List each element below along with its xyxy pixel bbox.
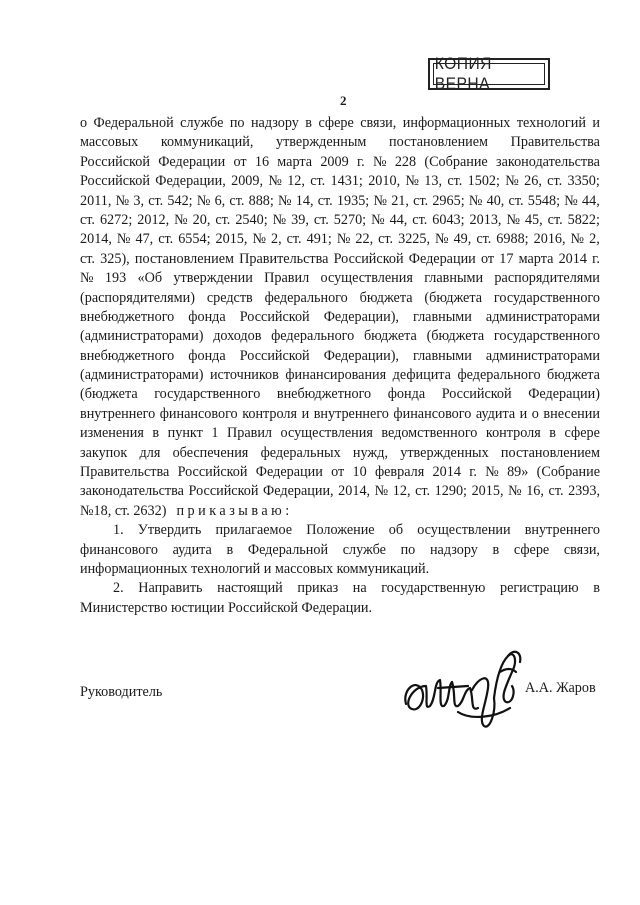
word: сфере	[564, 425, 600, 442]
paragraph1-line	[80, 289, 600, 308]
word: №	[405, 173, 419, 190]
word: Правительства	[80, 464, 170, 481]
word: Федерации),	[323, 308, 399, 325]
copy-certified-stamp	[428, 54, 550, 93]
word: ст.	[80, 211, 95, 228]
word: февраля	[374, 464, 425, 481]
word: финансового	[159, 405, 238, 422]
word: для	[139, 444, 161, 461]
signer-name: А.А. Жаров	[525, 680, 596, 696]
word: 2013,	[469, 211, 502, 228]
word: 16,	[526, 483, 544, 500]
word: ст.	[148, 192, 164, 209]
word: №	[252, 231, 266, 248]
word: 6988;	[496, 231, 529, 248]
word: ст.	[508, 192, 524, 209]
word: 2.	[113, 580, 124, 597]
word: федеральных	[260, 444, 341, 461]
word: 6554;	[178, 231, 211, 248]
word: 1431;	[330, 173, 363, 190]
word: Российской	[441, 386, 512, 403]
paragraph1-line	[80, 463, 600, 482]
word: 12,	[287, 173, 305, 190]
word: в	[492, 541, 500, 558]
word: №	[506, 211, 520, 228]
word: Российской	[239, 308, 310, 325]
word: изменения	[80, 425, 144, 442]
word: о	[80, 115, 88, 131]
word: 1502;	[467, 173, 500, 190]
word: №	[468, 192, 483, 209]
word: 2014	[558, 250, 587, 267]
word: 2014,	[338, 483, 371, 500]
word: об	[388, 522, 404, 539]
paragraph1-line	[80, 385, 600, 404]
word: службе	[180, 115, 224, 131]
word: источников	[209, 367, 279, 384]
paragraph1-line	[80, 327, 600, 346]
word: 17	[499, 250, 514, 267]
word: 6,	[214, 192, 226, 209]
word: осуществления	[280, 425, 373, 442]
word: Правительства	[239, 250, 329, 267]
word: 5548;	[527, 192, 561, 209]
word: №	[80, 270, 94, 287]
word: Федерации),	[323, 347, 399, 364]
word: Правительства	[510, 134, 600, 151]
word: фонда	[188, 347, 226, 364]
word: 2,	[270, 231, 282, 248]
item1-last-line	[80, 560, 600, 579]
word: №	[278, 192, 292, 209]
word: 2014,	[80, 231, 112, 248]
word: 6272;	[99, 211, 133, 228]
word: ст.	[413, 192, 429, 209]
word: №	[435, 231, 449, 248]
word: №	[564, 192, 578, 209]
word: ст.	[310, 173, 326, 190]
word: ст.	[80, 250, 95, 267]
word: 20,	[192, 211, 211, 228]
word: 12,	[392, 483, 411, 500]
word: г.	[592, 250, 600, 267]
word: №	[485, 464, 499, 481]
word: 16	[254, 153, 270, 170]
word: 89»	[507, 464, 529, 481]
word: сфере	[318, 115, 354, 131]
word: №	[373, 153, 387, 170]
word: ст.	[215, 211, 231, 228]
word: в	[152, 425, 160, 442]
word: 3,	[133, 192, 144, 209]
word: №	[268, 173, 282, 190]
word: внутреннего	[524, 522, 600, 539]
word: прилагаемое	[215, 522, 293, 539]
word: и	[301, 405, 310, 422]
word: 49,	[453, 231, 472, 248]
paragraph1-line	[80, 444, 600, 463]
word: финансирования	[285, 367, 387, 384]
order-line-text: №18, ст. 2632)	[80, 502, 167, 519]
word: 2011,	[80, 192, 112, 209]
word: Федеральной	[247, 541, 329, 558]
word: Российской	[333, 250, 404, 267]
word: Направить	[138, 580, 203, 597]
word: регистрацию	[499, 580, 579, 597]
word: №	[116, 231, 131, 248]
word: сфере	[513, 541, 550, 558]
word: 6043;	[432, 211, 465, 228]
item1-line	[80, 541, 600, 560]
word: федерального	[264, 289, 348, 306]
paragraph1-line	[80, 424, 600, 443]
word: внебюджетного	[80, 347, 175, 364]
handwritten-signature	[398, 642, 538, 737]
word: 325),	[100, 250, 130, 267]
word: внутреннего	[313, 405, 389, 422]
word: (Собрание	[424, 153, 488, 170]
word: и	[592, 115, 600, 131]
word: ст.	[158, 231, 174, 248]
word: по	[229, 115, 245, 131]
word: главными	[424, 270, 484, 287]
word: средств	[206, 289, 253, 306]
word: бюджета	[363, 328, 417, 345]
word: Российской	[80, 153, 150, 170]
word: 2009,	[231, 173, 264, 190]
word: ст.	[547, 211, 563, 228]
word: надзору	[429, 541, 478, 558]
word: аудита	[172, 541, 212, 558]
word: Российской	[188, 483, 259, 500]
word: 22,	[355, 231, 374, 248]
word: 10	[352, 464, 367, 481]
word: №	[336, 231, 351, 248]
order-line	[80, 502, 600, 521]
word: обеспечения	[172, 444, 249, 461]
word: государственного	[493, 289, 600, 306]
word: 2015,	[215, 231, 248, 248]
word: 542;	[167, 192, 193, 209]
paragraph1-line	[80, 114, 600, 133]
word: приказ	[297, 580, 339, 597]
word: 228	[394, 153, 417, 170]
word: 2009	[320, 153, 349, 170]
word: (бюджета	[80, 386, 138, 403]
word: ст.	[447, 173, 463, 190]
word: 2010,	[368, 173, 401, 190]
paragraph1-line	[80, 308, 600, 327]
word: Утвердить	[137, 522, 202, 539]
word: г.	[469, 464, 477, 481]
word: 2012,	[137, 211, 170, 228]
order-word: приказываю:	[176, 502, 293, 519]
word: ст.	[378, 231, 394, 248]
word: №	[174, 211, 188, 228]
word: бюджета	[547, 367, 600, 384]
paragraph1-line	[80, 366, 600, 385]
word: 39,	[291, 211, 309, 228]
word: 2965;	[432, 192, 465, 209]
word: в	[549, 425, 556, 442]
word: постановлением	[500, 444, 600, 461]
word: (распорядителями)	[80, 289, 195, 306]
word: фонда	[387, 386, 426, 403]
paragraph-item-1	[80, 521, 600, 560]
word: коммуникаций,	[160, 134, 254, 151]
item2-line	[80, 579, 600, 598]
word: и	[519, 405, 528, 422]
word: от	[233, 153, 247, 170]
word: №	[508, 483, 522, 500]
word: нужд,	[352, 444, 388, 461]
item1-last-text: информационных технологий и массовых коммуникаций.	[80, 560, 430, 577]
word: государственного	[493, 328, 600, 345]
word: 3225,	[398, 231, 431, 248]
signer-title: Руководитель	[80, 684, 163, 700]
paragraph1-line	[80, 250, 600, 269]
word: 13,	[424, 173, 443, 190]
word: по	[400, 541, 416, 558]
word: 40,	[486, 192, 505, 209]
word: администраторами	[485, 308, 600, 325]
word: 3350;	[567, 173, 600, 190]
item1-line	[80, 521, 600, 540]
word: фонда	[188, 308, 226, 325]
word: №	[272, 211, 287, 228]
word: 2016,	[533, 231, 566, 248]
word: финансового	[80, 541, 158, 558]
page-number: 2	[340, 93, 347, 108]
word: дефицита	[392, 367, 451, 384]
word: государственную	[381, 580, 486, 597]
word: 2014	[432, 464, 461, 481]
word: пункт	[167, 425, 203, 442]
document-body	[80, 114, 600, 618]
word: федерального	[271, 328, 355, 345]
word: Положение	[306, 522, 375, 539]
word: утвержденных	[400, 444, 489, 461]
word: №	[115, 192, 130, 209]
item2-last-line	[80, 599, 600, 618]
word: доходов	[213, 328, 262, 345]
word: аудита	[475, 405, 516, 422]
word: осуществлении	[417, 522, 511, 539]
word: «Об	[137, 270, 163, 287]
word: (бюджета	[426, 328, 485, 345]
word: ст.	[412, 211, 428, 228]
word: 5822;	[567, 211, 600, 228]
paragraph1-line	[80, 172, 600, 191]
paragraph1-line	[80, 405, 600, 424]
word: №	[374, 483, 389, 500]
word: внебюджетного	[80, 308, 175, 325]
word: контроля	[485, 425, 541, 442]
word: главными	[413, 308, 472, 325]
word: Федерации,	[155, 173, 226, 190]
word: Российской	[80, 173, 150, 190]
word: настоящий	[217, 580, 283, 597]
word: внебюджетного	[276, 386, 372, 403]
word: №	[196, 192, 211, 209]
paragraph1-line	[80, 133, 600, 152]
word: осуществления	[320, 270, 413, 287]
word: ст.	[415, 483, 431, 500]
word: Федерации	[255, 464, 323, 481]
word: службе	[342, 541, 386, 558]
word: (администраторами)	[80, 328, 204, 345]
word: Федерации,	[263, 483, 334, 500]
word: закупок	[80, 444, 128, 461]
word: ст.	[286, 231, 302, 248]
word: 2393,	[568, 483, 600, 500]
word: законодательства	[496, 153, 600, 170]
word: Федерации	[408, 250, 476, 267]
word: г.	[356, 153, 365, 170]
word: 47,	[135, 231, 154, 248]
word: ст.	[229, 192, 245, 209]
word: внесении	[543, 405, 600, 422]
word: 1.	[113, 522, 124, 539]
word: ст.	[547, 173, 563, 190]
word: утверждении	[173, 270, 253, 287]
word: технологий	[516, 115, 586, 131]
word: информационных	[402, 115, 511, 131]
word: внутреннего	[80, 405, 156, 422]
word: (Собрание	[536, 464, 600, 481]
word: ст.	[313, 211, 329, 228]
word: финансового	[393, 405, 472, 422]
word: на	[352, 580, 367, 597]
paragraph1-line	[80, 482, 600, 501]
word: Федерации)	[528, 386, 600, 403]
word: от	[480, 250, 495, 267]
word: 26,	[524, 173, 542, 190]
word: в	[305, 115, 312, 131]
word: постановлением	[388, 134, 489, 151]
paragraph1-line	[80, 153, 600, 172]
paragraph1-line	[80, 347, 600, 366]
word: №	[371, 211, 385, 228]
word: утвержденным	[276, 134, 367, 151]
paragraph1-line	[80, 269, 600, 288]
word: (бюджета	[424, 289, 483, 306]
word: распорядителями	[494, 270, 600, 287]
word: №	[373, 192, 387, 209]
word: 2015,	[471, 483, 504, 500]
word: бюджета	[359, 289, 413, 306]
word: от	[331, 464, 345, 481]
word: №	[505, 173, 519, 190]
item2-last-text: Министерство юстиции Российской Федерации.	[80, 599, 373, 616]
word: 21,	[391, 192, 409, 209]
word: ст.	[317, 192, 333, 209]
paragraph-item-2	[80, 579, 600, 598]
word: 14,	[295, 192, 314, 209]
word: Российской	[239, 347, 310, 364]
word: в	[226, 541, 234, 558]
word: (администраторами)	[80, 367, 204, 384]
word: ст.	[476, 231, 492, 248]
word: ведомственного	[381, 425, 478, 442]
word: о	[531, 405, 539, 422]
word: Российской	[177, 464, 248, 481]
paragraph1-line	[80, 192, 600, 211]
word: контроля	[242, 405, 298, 422]
word: №	[570, 231, 585, 248]
word: в	[593, 580, 600, 597]
word: связи,	[360, 115, 397, 131]
word: Правил	[264, 270, 310, 287]
word: главными	[413, 347, 472, 364]
word: надзору	[250, 115, 299, 131]
word: 1935;	[336, 192, 370, 209]
word: 2,	[589, 231, 600, 248]
word: 1290;	[434, 483, 467, 500]
word: администраторами	[485, 347, 600, 364]
paragraph1-line	[80, 211, 600, 230]
word: марта	[518, 250, 554, 267]
word: 491;	[306, 231, 332, 248]
signature-block	[80, 640, 600, 740]
word: 45,	[524, 211, 543, 228]
word: 44,	[389, 211, 408, 228]
word: 2540;	[235, 211, 268, 228]
word: 44,	[582, 192, 600, 209]
word: 1	[211, 425, 219, 442]
paragraph-legal-basis	[80, 114, 600, 502]
word: постановлением	[134, 250, 234, 267]
word: 5270;	[333, 211, 367, 228]
word: Правил	[226, 425, 272, 442]
paragraph1-line	[80, 230, 600, 249]
word: Федерации	[158, 153, 226, 170]
word: Федеральной	[93, 115, 174, 131]
word: марта	[277, 153, 313, 170]
word: массовых	[80, 134, 139, 151]
word: ст.	[548, 483, 564, 500]
word: 888;	[248, 192, 274, 209]
word: федерального	[457, 367, 541, 384]
word: государственного	[154, 386, 261, 403]
stamp-text: КОПИЯ ВЕРНА	[434, 54, 492, 93]
word: связи,	[563, 541, 600, 558]
word: 193	[104, 270, 127, 287]
word: законодательства	[80, 483, 184, 500]
